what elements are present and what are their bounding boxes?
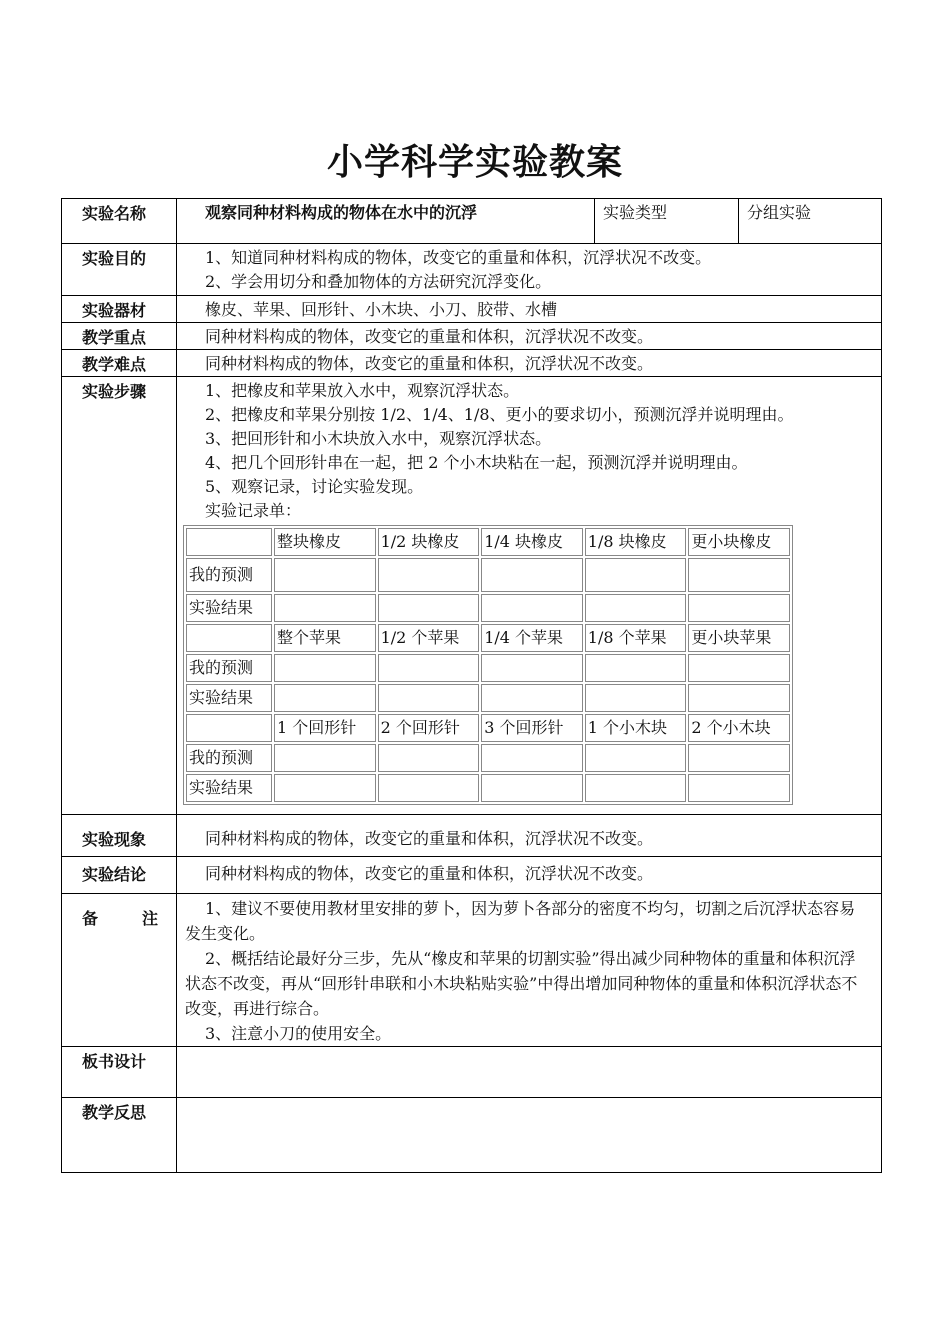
record-predict-row [186, 654, 790, 682]
record-header-cell: 2 个回形针 [378, 714, 480, 742]
phenomenon-value: 同种材料构成的物体，改变它的重量和体积，沉浮状况不改变。 [177, 815, 882, 857]
conclusion-label: 实验结论 [62, 857, 177, 894]
row-conclusion [62, 857, 882, 894]
experiment-type-value: 分组实验 [739, 199, 882, 244]
materials-value: 橡皮、苹果、回形针、小木块、小刀、胶带、水槽 [177, 296, 882, 323]
record-result-label: 实验结果 [186, 684, 272, 712]
row-reflection [62, 1098, 882, 1173]
step-line: 4、把几个回形针串在一起，把 2 个小木块粘在一起，预测沉浮并说明理由。 [205, 453, 748, 472]
record-header-cell: 2 个小木块 [688, 714, 790, 742]
notes-label [62, 894, 177, 1047]
record-header-cell: 1/4 个苹果 [481, 624, 583, 652]
step-line: 1、把橡皮和苹果放入水中，观察沉浮状态。 [205, 381, 520, 400]
experiment-type-label: 实验类型 [595, 199, 739, 244]
record-sheet-table [183, 525, 793, 805]
record-header-cell: 1 个小木块 [585, 714, 687, 742]
experiment-name-value: 观察同种材料构成的物体在水中的沉浮 [177, 199, 595, 244]
step-line: 3、把回形针和小木块放入水中，观察沉浮状态。 [205, 429, 552, 448]
record-header-row [186, 528, 790, 556]
row-notes [62, 894, 882, 1047]
record-predict-label: 我的预测 [186, 558, 272, 592]
row-difficulty [62, 350, 882, 377]
row-experiment-name [62, 199, 882, 244]
difficulty-value: 同种材料构成的物体，改变它的重量和体积，沉浮状况不改变。 [177, 350, 882, 377]
phenomenon-label: 实验现象 [62, 815, 177, 857]
record-predict-label: 我的预测 [186, 654, 272, 682]
record-sheet-caption: 实验记录单： [205, 501, 302, 520]
lesson-plan-table [61, 198, 882, 1173]
key-point-value: 同种材料构成的物体，改变它的重量和体积，沉浮状况不改变。 [177, 323, 882, 350]
key-point-label: 教学重点 [62, 323, 177, 350]
record-header-cell: 1/8 个苹果 [585, 624, 687, 652]
steps-label: 实验步骤 [62, 377, 177, 815]
record-corner-cell [186, 714, 272, 742]
record-header-cell: 整块橡皮 [274, 528, 376, 556]
materials-label: 实验器材 [62, 296, 177, 323]
record-header-cell: 更小块苹果 [688, 624, 790, 652]
experiment-name-label: 实验名称 [62, 199, 177, 244]
record-result-label: 实验结果 [186, 594, 272, 622]
record-header-cell: 3 个回形针 [481, 714, 583, 742]
difficulty-label: 教学难点 [62, 350, 177, 377]
note-item: 2、概括结论最好分三步，先从“橡皮和苹果的切割实验”得出减少同种物体的重量和体积沉浮状态不改变，再从“回形针串联和小木块粘贴实验”中得出增加同种物体的重量和体积沉浮状态不改变，再进行综合。 [185, 949, 858, 1018]
board-design-content [177, 1047, 882, 1098]
record-result-row [186, 684, 790, 712]
row-board-design [62, 1047, 882, 1098]
step-line: 2、把橡皮和苹果分别按 1/2、1/4、1/8、更小的要求切小，预测沉浮并说明理由。 [205, 405, 794, 424]
record-corner-cell [186, 528, 272, 556]
page-title: 小学科学实验教案 [326, 142, 623, 183]
row-materials [62, 296, 882, 323]
record-result-label: 实验结果 [186, 774, 272, 802]
notes-label-part: 备 [82, 909, 99, 928]
reflection-label: 教学反思 [62, 1098, 177, 1173]
conclusion-value: 同种材料构成的物体，改变它的重量和体积，沉浮状况不改变。 [177, 857, 882, 894]
purpose-line: 2、学会用切分和叠加物体的方法研究沉浮变化。 [205, 272, 552, 291]
row-purpose [62, 244, 882, 296]
note-item: 3、注意小刀的使用安全。 [205, 1024, 392, 1043]
row-phenomenon [62, 815, 882, 857]
record-result-row [186, 774, 790, 802]
notes-content [177, 894, 882, 1047]
note-item: 1、建议不要使用教材里安排的萝卜，因为萝卜各部分的密度不均匀，切割之后沉浮状态容易发生变化。 [185, 899, 856, 943]
row-steps [62, 377, 882, 815]
record-header-cell: 1/2 个苹果 [378, 624, 480, 652]
board-design-label: 板书设计 [62, 1047, 177, 1098]
record-header-row [186, 624, 790, 652]
record-header-cell: 1 个回形针 [274, 714, 376, 742]
purpose-content [177, 244, 882, 296]
steps-content [177, 377, 882, 815]
record-header-cell: 1/2 块橡皮 [378, 528, 480, 556]
record-header-cell: 1/4 块橡皮 [481, 528, 583, 556]
purpose-line: 1、知道同种材料构成的物体，改变它的重量和体积，沉浮状况不改变。 [205, 248, 712, 267]
record-predict-row [186, 558, 790, 592]
record-header-cell: 整个苹果 [274, 624, 376, 652]
row-key-point [62, 323, 882, 350]
step-line: 5、观察记录，讨论实验发现。 [205, 477, 424, 496]
record-header-row [186, 714, 790, 742]
record-corner-cell [186, 624, 272, 652]
record-result-row [186, 594, 790, 622]
purpose-label: 实验目的 [62, 244, 177, 296]
record-predict-label: 我的预测 [186, 744, 272, 772]
record-predict-row [186, 744, 790, 772]
reflection-content [177, 1098, 882, 1173]
record-header-cell: 更小块橡皮 [688, 528, 790, 556]
record-header-cell: 1/8 块橡皮 [585, 528, 687, 556]
notes-label-part: 注 [141, 909, 158, 928]
